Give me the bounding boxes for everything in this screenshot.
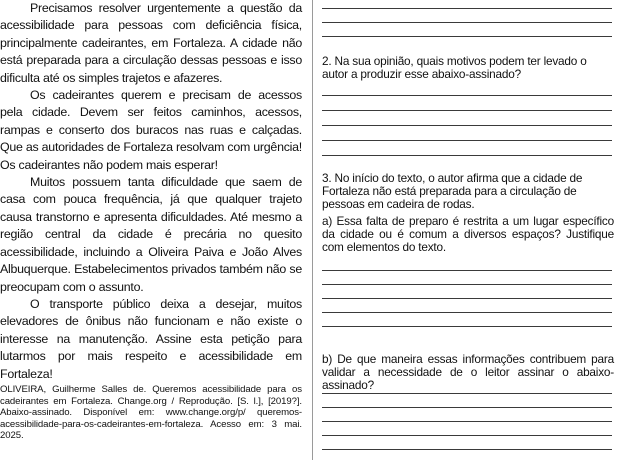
- question-3b: b) De que maneira essas informações contribuem para validar a necessidade de o leitor assinar o abaixo-assinado?: [322, 352, 614, 392]
- answer-line[interactable]: [322, 125, 612, 126]
- answer-line[interactable]: [322, 435, 612, 436]
- question-3a: a) Essa falta de preparo é restrita a um lugar específico da cidade ou é comum a diversos espaços? Justifique com elementos do texto.: [322, 214, 614, 254]
- citation: OLIVEIRA, Guilherme Salles de. Queremos acessibilidade para os cadeirantes em Fortaleza. Change.org / Reprodução. [S. l.], [2019?]. Abaixo-assinado. Disponível em: www.change.org/p/ queremos-acessibilidade-para-os-cadeirantes-em-fortaleza. Acesso em: 3 mai. 2025.: [0, 383, 302, 442]
- answer-line[interactable]: [322, 326, 612, 327]
- answer-line[interactable]: [322, 36, 612, 37]
- answer-line[interactable]: [322, 449, 612, 450]
- answer-line[interactable]: [322, 140, 612, 141]
- answer-line[interactable]: [322, 421, 612, 422]
- answer-line[interactable]: [322, 393, 612, 394]
- answer-line[interactable]: [322, 110, 612, 111]
- paragraph-3: Muitos possuem tanta dificuldade que saem de casa com pouca frequência, já que qualquer trajeto causa transtorno e apresenta dificuldades. Até mesmo a região central da cidade é precária no quesito acessibilidade, incluindo a Oliveira Paiva e João Alves Albuquerque. Estabelecimentos privados também não se preocupam com o assunto.: [0, 175, 302, 294]
- answer-line[interactable]: [322, 22, 612, 23]
- paragraph-1: Precisamos resolver urgentemente a questão da acessibilidade para pessoas com deficiência física, principalmente cadeirantes, em Fortaleza. A cidade não está preparada para a circulação dessas pessoas e isso dificulta até os simples trajetos e afazeres.: [0, 1, 302, 85]
- answer-line[interactable]: [322, 312, 612, 313]
- paragraph-4: O transporte público deixa a desejar, muitos elevadores de ônibus não funcionam e não existe o interesse na manutenção. Assine esta petição para lutarmos por mais respeito e acessibilidade em Fortaleza!: [0, 296, 302, 381]
- answer-line[interactable]: [322, 155, 612, 156]
- answer-line[interactable]: [322, 284, 612, 285]
- column-divider: [312, 0, 313, 460]
- answer-line[interactable]: [322, 407, 612, 408]
- question-3: 3. No início do texto, o autor afirma que a cidade de Fortaleza não está preparada para a circulação de pessoas em cadeira de rodas.: [322, 171, 583, 211]
- answer-line[interactable]: [322, 8, 612, 9]
- answer-line[interactable]: [322, 298, 612, 299]
- answer-line[interactable]: [322, 270, 612, 271]
- petition-text-column: [0, 0, 302, 460]
- paragraph-2: Os cadeirantes querem e precisam de acessos pela cidade. Devem ser feitos caminhos, acessos, rampas e conserto dos buracos nas ruas e calçadas. Que as autoridades de Fortaleza resolvam com urgência! Os cadeirantes não podem mais esperar!: [0, 88, 302, 172]
- questions-column: [322, 0, 616, 460]
- question-2: 2. Na sua opinião, quais motivos podem ter levado o autor a produzir esse abaixo-assinado?: [322, 54, 587, 81]
- answer-line[interactable]: [322, 95, 612, 96]
